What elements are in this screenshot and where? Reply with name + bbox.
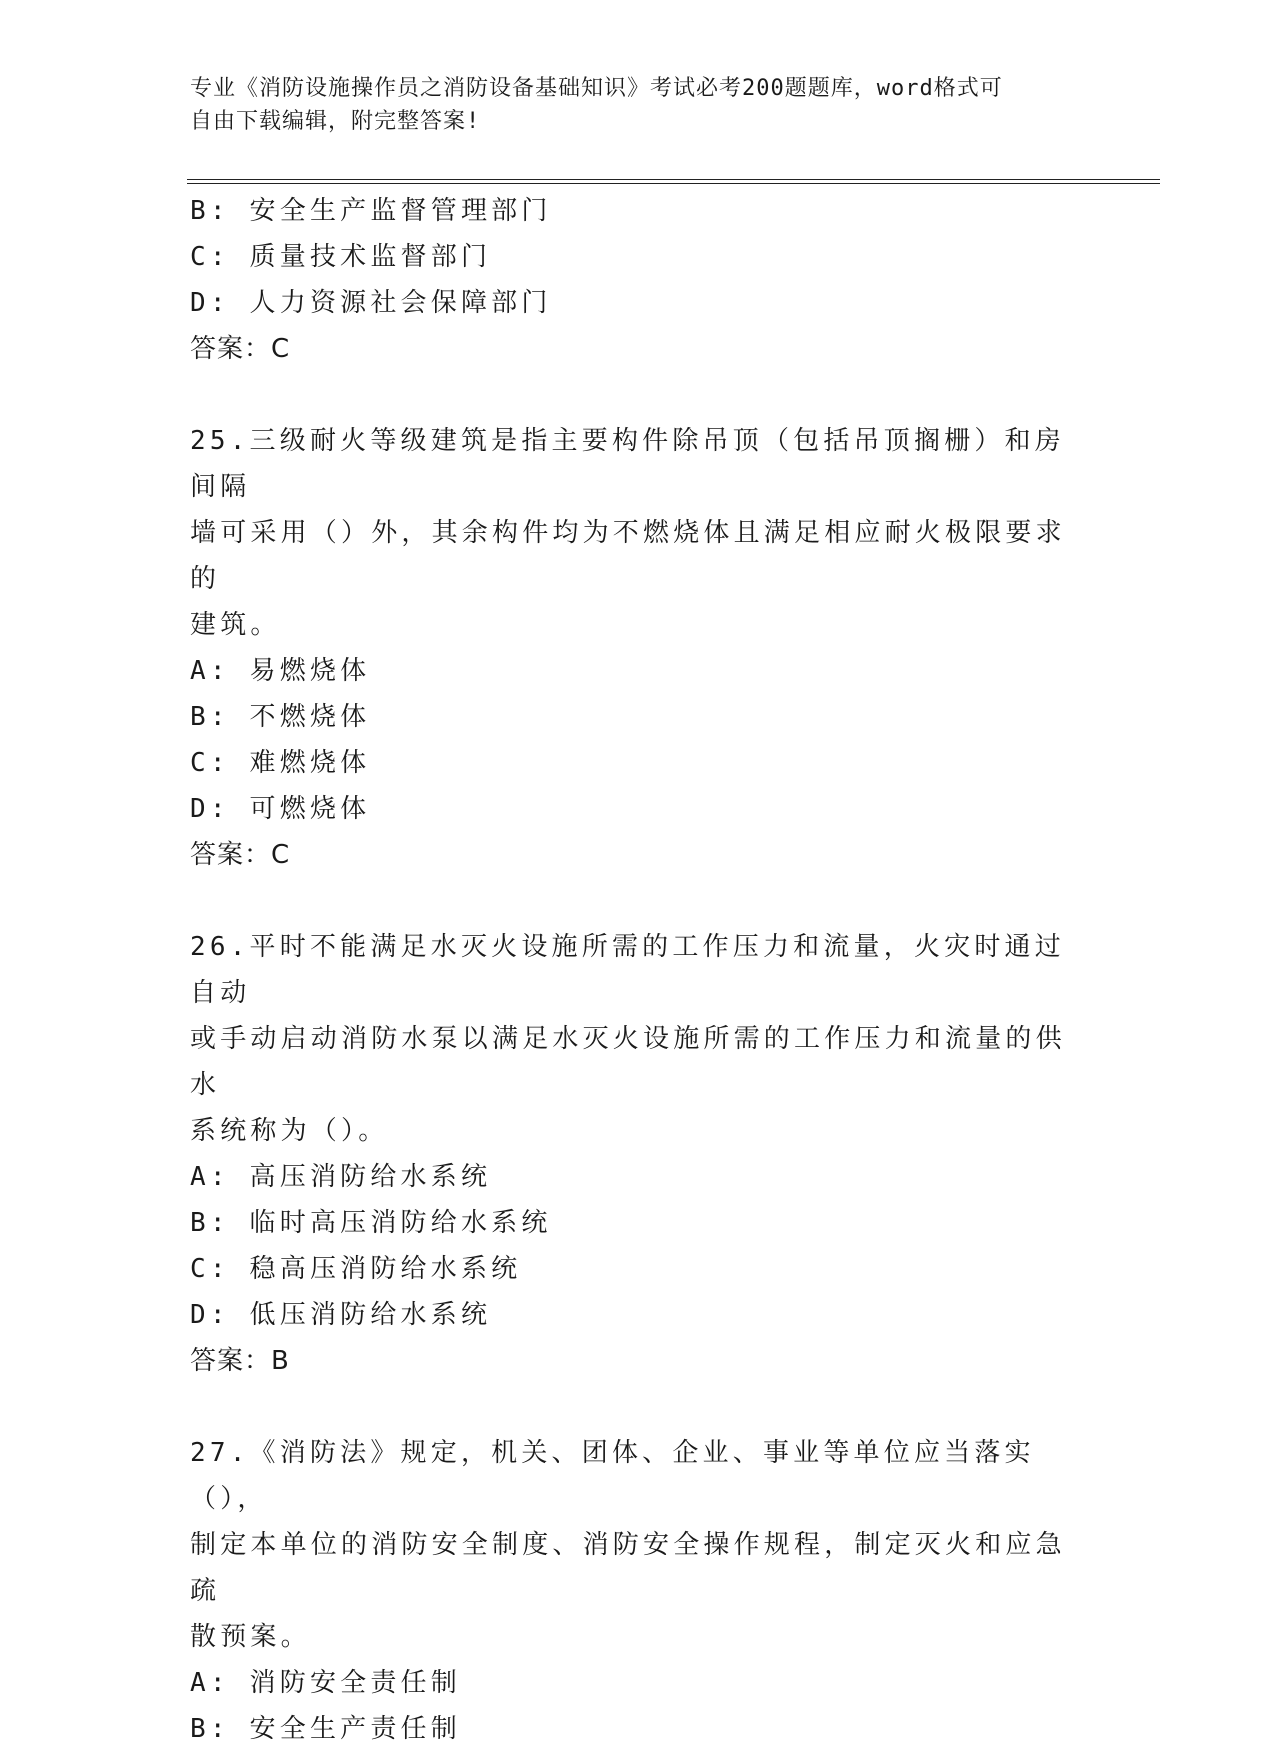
option-a: A: 易燃烧体 bbox=[190, 656, 371, 686]
option-c: C: 难燃烧体 bbox=[190, 748, 371, 778]
question-stem bbox=[190, 1430, 1090, 1660]
document-header bbox=[190, 72, 1090, 138]
option-d: D: 人力资源社会保障部门 bbox=[190, 288, 552, 318]
stem-line: 26.平时不能满足水灭火设施所需的工作压力和流量，火灾时通过自动 bbox=[190, 932, 1065, 1008]
stem-line: 27.《消防法》规定，机关、团体、企业、事业等单位应当落实（）， bbox=[190, 1438, 1035, 1514]
spacer bbox=[190, 1384, 1090, 1430]
option-a: A: 高压消防给水系统 bbox=[190, 1162, 492, 1192]
question-25 bbox=[190, 418, 1090, 878]
question-list bbox=[190, 188, 1090, 1752]
option-d: D: 低压消防给水系统 bbox=[190, 1300, 492, 1330]
option-b: B: 安全生产责任制 bbox=[190, 1714, 461, 1744]
stem-line: 或手动启动消防水泵以满足水灭火设施所需的工作压力和流量的供水 bbox=[190, 1024, 1066, 1100]
header-line-1: 专业《消防设施操作员之消防设备基础知识》考试必考200题题库，word格式可 bbox=[190, 76, 1003, 101]
option-d: D: 可燃烧体 bbox=[190, 794, 371, 824]
stem-line: 建筑。 bbox=[190, 610, 281, 640]
header-line-2: 自由下载编辑，附完整答案! bbox=[190, 109, 481, 134]
question-stem bbox=[190, 418, 1090, 648]
answer-line: 答案：C bbox=[190, 334, 291, 364]
answer-line: 答案：C bbox=[190, 840, 291, 870]
answer-line: 答案：B bbox=[190, 1346, 290, 1376]
option-a: A: 消防安全责任制 bbox=[190, 1668, 461, 1698]
question-27 bbox=[190, 1430, 1090, 1752]
stem-line: 墙可采用（）外，其余构件均为不燃烧体且满足相应耐火极限要求的 bbox=[190, 518, 1066, 594]
option-b: B: 安全生产监督管理部门 bbox=[190, 196, 552, 226]
stem-line: 制定本单位的消防安全制度、消防安全操作规程，制定灭火和应急疏 bbox=[190, 1530, 1066, 1606]
option-c: C: 质量技术监督部门 bbox=[190, 242, 492, 272]
option-b: B: 不燃烧体 bbox=[190, 702, 371, 732]
spacer bbox=[190, 372, 1090, 418]
question-26 bbox=[190, 924, 1090, 1384]
header-divider-bottom bbox=[187, 183, 1160, 184]
option-b: B: 临时高压消防给水系统 bbox=[190, 1208, 552, 1238]
stem-line: 25.三级耐火等级建筑是指主要构件除吊顶（包括吊顶搁栅）和房间隔 bbox=[190, 426, 1065, 502]
option-c: C: 稳高压消防给水系统 bbox=[190, 1254, 522, 1284]
spacer bbox=[190, 878, 1090, 924]
question-stem bbox=[190, 924, 1090, 1154]
stem-line: 散预案。 bbox=[190, 1622, 311, 1652]
question-24-continued bbox=[190, 188, 1090, 372]
stem-line: 系统称为（）。 bbox=[190, 1116, 389, 1146]
header-divider-top bbox=[187, 179, 1160, 180]
